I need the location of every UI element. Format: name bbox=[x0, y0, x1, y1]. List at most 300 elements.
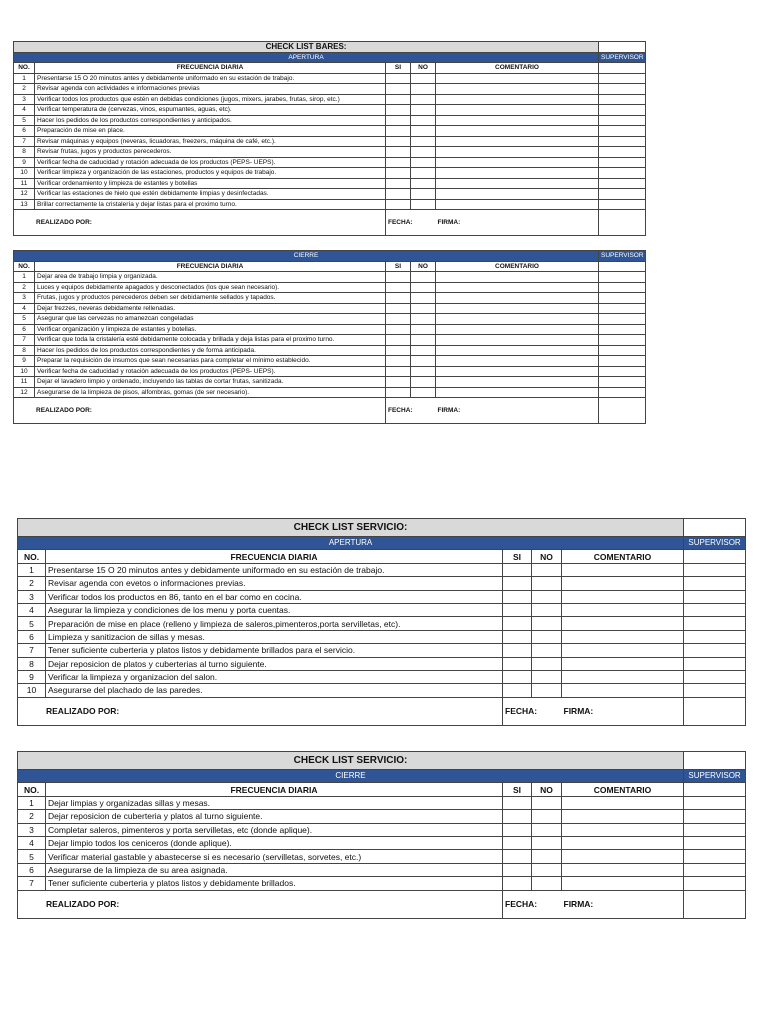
si-cell[interactable] bbox=[386, 136, 411, 147]
row-number: 12 bbox=[14, 189, 35, 200]
comment-cell[interactable] bbox=[436, 84, 599, 95]
checklist-row bbox=[14, 73, 646, 84]
no-cell[interactable] bbox=[532, 670, 562, 683]
comment-cell[interactable] bbox=[436, 157, 599, 168]
si-cell[interactable] bbox=[386, 272, 411, 283]
supervisor-cell[interactable] bbox=[684, 850, 746, 863]
supervisor-cell[interactable] bbox=[599, 356, 646, 367]
si-cell[interactable] bbox=[503, 877, 532, 890]
supervisor-cell[interactable] bbox=[684, 836, 746, 849]
row-number: 8 bbox=[18, 657, 46, 670]
comment-cell[interactable] bbox=[562, 577, 684, 590]
checklist-row bbox=[14, 147, 646, 158]
realizado-por-label: REALIZADO POR: bbox=[14, 398, 386, 424]
row-number: 6 bbox=[18, 630, 46, 643]
checklist-row bbox=[18, 617, 746, 630]
row-number: 7 bbox=[14, 335, 35, 346]
row-task: Verificar fecha de caducidad y rotación adecuada de los productos (PEPS- UEPS). bbox=[35, 366, 386, 377]
supervisor-cell[interactable] bbox=[599, 377, 646, 388]
checklist-row bbox=[18, 796, 746, 809]
si-cell[interactable] bbox=[386, 356, 411, 367]
comment-cell[interactable] bbox=[562, 836, 684, 849]
supervisor-cell[interactable] bbox=[599, 387, 646, 398]
comment-cell[interactable] bbox=[436, 272, 599, 283]
comment-cell[interactable] bbox=[436, 282, 599, 293]
row-number: 5 bbox=[18, 617, 46, 630]
row-number: 8 bbox=[14, 147, 35, 158]
checklist-row bbox=[18, 577, 746, 590]
col-header-no: NO. bbox=[14, 261, 35, 272]
no-cell[interactable] bbox=[532, 590, 562, 603]
row-task: Frutas, jugos y productos perecederos deben ser debidamente sellados y tapados. bbox=[35, 293, 386, 304]
row-task: Verificar organización y limpieza de estantes y botellas. bbox=[35, 324, 386, 335]
row-task: Asegurar la limpieza y condiciones de los menu y porta cuentas. bbox=[46, 603, 503, 616]
col-header-frecuencia: FRECUENCIA DIARIA bbox=[35, 261, 386, 272]
comment-cell[interactable] bbox=[436, 136, 599, 147]
row-number: 10 bbox=[14, 366, 35, 377]
checklist-row bbox=[14, 303, 646, 314]
comment-cell[interactable] bbox=[436, 293, 599, 304]
firma-label: FIRMA: bbox=[562, 697, 684, 725]
no-cell[interactable] bbox=[411, 136, 436, 147]
row-task: Verificar temperatura de (cervezas, vinos, espumantes, aguas, etc). bbox=[35, 105, 386, 116]
row-task: Dejar reposicion de cuberteria y platos al turno siguiente. bbox=[46, 810, 503, 823]
realizado-por-label: REALIZADO POR: bbox=[18, 697, 503, 725]
row-number: 7 bbox=[14, 136, 35, 147]
si-cell[interactable] bbox=[386, 366, 411, 377]
no-cell[interactable] bbox=[411, 73, 436, 84]
si-cell[interactable] bbox=[386, 115, 411, 126]
comment-cell[interactable] bbox=[436, 115, 599, 126]
supervisor-cell[interactable] bbox=[599, 272, 646, 283]
no-cell[interactable] bbox=[532, 877, 562, 890]
row-number: 7 bbox=[18, 644, 46, 657]
supervisor-cell[interactable] bbox=[599, 126, 646, 137]
comment-cell[interactable] bbox=[436, 73, 599, 84]
checklist-row bbox=[14, 199, 646, 210]
no-cell[interactable] bbox=[411, 105, 436, 116]
supervisor-cell[interactable] bbox=[684, 670, 746, 683]
si-cell[interactable] bbox=[386, 126, 411, 137]
supervisor-cell[interactable] bbox=[684, 796, 746, 809]
table-title: CHECK LIST SERVICIO: bbox=[18, 752, 684, 770]
supervisor-cell[interactable] bbox=[599, 178, 646, 189]
si-cell[interactable] bbox=[503, 603, 532, 616]
no-cell[interactable] bbox=[532, 577, 562, 590]
row-number: 4 bbox=[18, 603, 46, 616]
supervisor-cell[interactable] bbox=[684, 644, 746, 657]
supervisor-signature-cell[interactable] bbox=[684, 890, 746, 918]
comment-cell[interactable] bbox=[562, 810, 684, 823]
supervisor-cell[interactable] bbox=[599, 303, 646, 314]
col-header-comentario: COMENTARIO bbox=[562, 550, 684, 563]
no-cell[interactable] bbox=[411, 303, 436, 314]
si-cell[interactable] bbox=[503, 850, 532, 863]
si-cell[interactable] bbox=[386, 282, 411, 293]
si-cell[interactable] bbox=[386, 314, 411, 325]
row-task: Verificar ordenamiento y limpieza de estantes y botellas bbox=[35, 178, 386, 189]
supervisor-signature-cell[interactable] bbox=[599, 398, 646, 424]
no-cell[interactable] bbox=[411, 199, 436, 210]
si-cell[interactable] bbox=[503, 577, 532, 590]
col-header-si: SI bbox=[386, 63, 411, 74]
supervisor-cell[interactable] bbox=[599, 147, 646, 158]
checklist-row bbox=[14, 189, 646, 200]
supervisor-cell[interactable] bbox=[684, 563, 746, 576]
supervisor-header: SUPERVISOR bbox=[599, 251, 646, 262]
no-cell[interactable] bbox=[532, 850, 562, 863]
checklist-row bbox=[18, 590, 746, 603]
col-header-comentario: COMENTARIO bbox=[436, 261, 599, 272]
checklist-row bbox=[14, 126, 646, 137]
supervisor-cell[interactable] bbox=[599, 94, 646, 105]
checklist-row bbox=[18, 644, 746, 657]
comment-cell[interactable] bbox=[562, 630, 684, 643]
no-cell[interactable] bbox=[411, 189, 436, 200]
row-task: Preparación de mise en place (relleno y limpieza de saleros,pimenteros,porta servilletas, etc). bbox=[46, 617, 503, 630]
no-cell[interactable] bbox=[411, 366, 436, 377]
row-task: Dejar area de trabajo limpia y organizada. bbox=[35, 272, 386, 283]
checklist-row bbox=[14, 293, 646, 304]
comment-cell[interactable] bbox=[436, 147, 599, 158]
supervisor-header: SUPERVISOR bbox=[684, 770, 746, 783]
checklist-row bbox=[18, 850, 746, 863]
no-cell[interactable] bbox=[411, 272, 436, 283]
row-number: 10 bbox=[18, 684, 46, 697]
row-task: Hacer los pedidos de los productos correspondientes y de forma anticipada. bbox=[35, 345, 386, 356]
si-cell[interactable] bbox=[503, 590, 532, 603]
comment-cell[interactable] bbox=[562, 796, 684, 809]
si-cell[interactable] bbox=[386, 335, 411, 346]
no-cell[interactable] bbox=[532, 563, 562, 576]
comment-cell[interactable] bbox=[436, 356, 599, 367]
col-header-no: NO. bbox=[18, 550, 46, 563]
checklist-servicio-apertura bbox=[17, 518, 746, 726]
no-cell[interactable] bbox=[532, 836, 562, 849]
si-cell[interactable] bbox=[503, 617, 532, 630]
supervisor-cell[interactable] bbox=[684, 810, 746, 823]
checklist-bares-cierre bbox=[13, 250, 646, 424]
comment-cell[interactable] bbox=[436, 345, 599, 356]
si-cell[interactable] bbox=[386, 387, 411, 398]
row-task: Verificar fecha de caducidad y rotación adecuada de los productos (PEPS- UEPS). bbox=[35, 157, 386, 168]
comment-cell[interactable] bbox=[436, 324, 599, 335]
no-cell[interactable] bbox=[411, 157, 436, 168]
row-number: 1 bbox=[18, 796, 46, 809]
si-cell[interactable] bbox=[386, 303, 411, 314]
comment-cell[interactable] bbox=[436, 366, 599, 377]
supervisor-cell[interactable] bbox=[599, 115, 646, 126]
no-cell[interactable] bbox=[411, 84, 436, 95]
si-cell[interactable] bbox=[386, 377, 411, 388]
comment-cell[interactable] bbox=[436, 168, 599, 179]
col-header-no: NO. bbox=[18, 783, 46, 796]
checklist-row bbox=[14, 314, 646, 325]
checklist-row bbox=[18, 877, 746, 890]
row-task: Revisar máquinas y equipos (neveras, licuadoras, freezers, máquina de café, etc.). bbox=[35, 136, 386, 147]
supervisor-cell[interactable] bbox=[684, 657, 746, 670]
supervisor-cell[interactable] bbox=[599, 314, 646, 325]
no-cell[interactable] bbox=[411, 115, 436, 126]
comment-cell[interactable] bbox=[562, 644, 684, 657]
supervisor-cell[interactable] bbox=[599, 73, 646, 84]
no-cell[interactable] bbox=[411, 147, 436, 158]
no-cell[interactable] bbox=[411, 377, 436, 388]
col-header-no-answer: NO bbox=[532, 783, 562, 796]
checklist-row bbox=[14, 356, 646, 367]
no-cell[interactable] bbox=[532, 823, 562, 836]
supervisor-cell[interactable] bbox=[599, 199, 646, 210]
supervisor-cell[interactable] bbox=[599, 345, 646, 356]
si-cell[interactable] bbox=[386, 147, 411, 158]
comment-cell[interactable] bbox=[436, 189, 599, 200]
supervisor-cell[interactable] bbox=[684, 603, 746, 616]
row-task: Revisar agenda con evetos o informaciones previas. bbox=[46, 577, 503, 590]
row-task: Revisar agenda con actividades e informaciones previas bbox=[35, 84, 386, 95]
checklist-row bbox=[18, 603, 746, 616]
supervisor-cell[interactable] bbox=[599, 293, 646, 304]
no-cell[interactable] bbox=[411, 178, 436, 189]
row-task: Asegurarse de la limpieza de su area asignada. bbox=[46, 863, 503, 876]
col-header-no-answer: NO bbox=[411, 261, 436, 272]
col-header-no-answer: NO bbox=[411, 63, 436, 74]
si-cell[interactable] bbox=[386, 73, 411, 84]
comment-cell[interactable] bbox=[436, 94, 599, 105]
no-cell[interactable] bbox=[532, 863, 562, 876]
row-task: Tener suficiente cuberteria y platos listos y debidamente brillados. bbox=[46, 877, 503, 890]
si-cell[interactable] bbox=[386, 324, 411, 335]
col-header-comentario: COMENTARIO bbox=[562, 783, 684, 796]
row-number: 2 bbox=[14, 282, 35, 293]
no-cell[interactable] bbox=[411, 94, 436, 105]
row-task: Luces y equipos debidamente apagados y desconectados (los que sean necesario). bbox=[35, 282, 386, 293]
comment-cell[interactable] bbox=[562, 563, 684, 576]
supervisor-cell[interactable] bbox=[599, 189, 646, 200]
checklist-row bbox=[14, 377, 646, 388]
row-number: 6 bbox=[14, 324, 35, 335]
section-band: CIERRE bbox=[14, 251, 599, 262]
si-cell[interactable] bbox=[503, 684, 532, 697]
firma-label: FIRMA: bbox=[436, 210, 599, 236]
no-cell[interactable] bbox=[411, 345, 436, 356]
no-cell[interactable] bbox=[411, 335, 436, 346]
si-cell[interactable] bbox=[503, 630, 532, 643]
comment-cell[interactable] bbox=[562, 590, 684, 603]
col-header-si: SI bbox=[503, 550, 532, 563]
row-number: 3 bbox=[14, 94, 35, 105]
comment-cell[interactable] bbox=[436, 105, 599, 116]
si-cell[interactable] bbox=[386, 105, 411, 116]
checklist-row bbox=[14, 168, 646, 179]
row-number: 11 bbox=[14, 377, 35, 388]
supervisor-cell[interactable] bbox=[684, 684, 746, 697]
comment-cell[interactable] bbox=[562, 823, 684, 836]
checklist-servicio-cierre bbox=[17, 751, 746, 919]
supervisor-cell[interactable] bbox=[684, 577, 746, 590]
supervisor-cell[interactable] bbox=[599, 335, 646, 346]
si-cell[interactable] bbox=[503, 657, 532, 670]
supervisor-cell[interactable] bbox=[599, 324, 646, 335]
no-cell[interactable] bbox=[532, 657, 562, 670]
si-cell[interactable] bbox=[503, 670, 532, 683]
row-number: 5 bbox=[14, 314, 35, 325]
row-task: Dejar el lavadero limpio y ordenado, incluyendo las tablas de cortar frutas, sanitizada. bbox=[35, 377, 386, 388]
si-cell[interactable] bbox=[386, 199, 411, 210]
no-cell[interactable] bbox=[411, 314, 436, 325]
realizado-por-label: REALIZADO POR: bbox=[14, 210, 386, 236]
no-cell[interactable] bbox=[532, 644, 562, 657]
section-band: CIERRE bbox=[18, 770, 684, 783]
si-cell[interactable] bbox=[386, 84, 411, 95]
comment-cell[interactable] bbox=[562, 850, 684, 863]
comment-cell[interactable] bbox=[562, 617, 684, 630]
si-cell[interactable] bbox=[386, 94, 411, 105]
supervisor-cell[interactable] bbox=[684, 617, 746, 630]
checklist-row bbox=[14, 366, 646, 377]
checklist-row bbox=[14, 282, 646, 293]
row-number: 7 bbox=[18, 877, 46, 890]
row-task: Dejar limpio todos los ceniceros (donde aplique). bbox=[46, 836, 503, 849]
no-cell[interactable] bbox=[411, 356, 436, 367]
comment-cell[interactable] bbox=[436, 303, 599, 314]
comment-cell[interactable] bbox=[562, 603, 684, 616]
row-task: Verificar limpieza y organización de las estaciones, productos y equipos de trabajo. bbox=[35, 168, 386, 179]
no-cell[interactable] bbox=[532, 617, 562, 630]
supervisor-cell[interactable] bbox=[599, 105, 646, 116]
row-task: Dejar reposicion de platos y cuberterias al turno siguiente. bbox=[46, 657, 503, 670]
supervisor-cell[interactable] bbox=[599, 157, 646, 168]
row-number: 4 bbox=[18, 836, 46, 849]
checklist-row bbox=[18, 563, 746, 576]
row-task: Verificar la limpieza y organizacion del salon. bbox=[46, 670, 503, 683]
supervisor-cell[interactable] bbox=[599, 136, 646, 147]
si-cell[interactable] bbox=[503, 823, 532, 836]
no-cell[interactable] bbox=[411, 293, 436, 304]
checklist-row bbox=[14, 345, 646, 356]
supervisor-cell[interactable] bbox=[684, 823, 746, 836]
col-header-frecuencia: FRECUENCIA DIARIA bbox=[46, 783, 503, 796]
si-cell[interactable] bbox=[503, 810, 532, 823]
row-number: 9 bbox=[14, 157, 35, 168]
no-cell[interactable] bbox=[411, 387, 436, 398]
section-band: APERTURA bbox=[14, 52, 599, 63]
no-cell[interactable] bbox=[532, 810, 562, 823]
supervisor-cell[interactable] bbox=[599, 84, 646, 95]
comment-cell[interactable] bbox=[436, 335, 599, 346]
checklist-row bbox=[14, 335, 646, 346]
col-header-si: SI bbox=[386, 261, 411, 272]
no-cell[interactable] bbox=[411, 282, 436, 293]
checklist-row bbox=[14, 324, 646, 335]
comment-cell[interactable] bbox=[562, 657, 684, 670]
row-number: 5 bbox=[18, 850, 46, 863]
comment-cell[interactable] bbox=[562, 684, 684, 697]
row-task: Verificar todos los productos que estén en debidas condiciones (jugos, mixers, jarabes, frutas, sirop, etc.) bbox=[35, 94, 386, 105]
comment-cell[interactable] bbox=[436, 377, 599, 388]
si-cell[interactable] bbox=[503, 644, 532, 657]
supervisor-cell[interactable] bbox=[684, 863, 746, 876]
row-number: 1 bbox=[14, 73, 35, 84]
col-header-frecuencia: FRECUENCIA DIARIA bbox=[35, 63, 386, 74]
row-task: Asegurarse de la limpieza de pisos, alfombras, gomas (de ser necesario). bbox=[35, 387, 386, 398]
comment-cell[interactable] bbox=[562, 670, 684, 683]
comment-cell[interactable] bbox=[436, 314, 599, 325]
si-cell[interactable] bbox=[386, 345, 411, 356]
checklist-row bbox=[14, 136, 646, 147]
fecha-label: FECHA: bbox=[386, 398, 436, 424]
comment-cell[interactable] bbox=[436, 178, 599, 189]
supervisor-signature-cell[interactable] bbox=[684, 697, 746, 725]
si-cell[interactable] bbox=[503, 863, 532, 876]
si-cell[interactable] bbox=[386, 189, 411, 200]
si-cell[interactable] bbox=[503, 563, 532, 576]
checklist-row bbox=[18, 657, 746, 670]
supervisor-cell[interactable] bbox=[684, 877, 746, 890]
supervisor-cell[interactable] bbox=[684, 630, 746, 643]
supervisor-cell[interactable] bbox=[599, 168, 646, 179]
no-cell[interactable] bbox=[532, 630, 562, 643]
section-band: APERTURA bbox=[18, 537, 684, 550]
comment-cell[interactable] bbox=[562, 877, 684, 890]
si-cell[interactable] bbox=[386, 293, 411, 304]
comment-cell[interactable] bbox=[562, 863, 684, 876]
si-cell[interactable] bbox=[386, 168, 411, 179]
fecha-label: FECHA: bbox=[503, 890, 562, 918]
col-header-si: SI bbox=[503, 783, 532, 796]
supervisor-signature-cell[interactable] bbox=[599, 210, 646, 236]
supervisor-header: SUPERVISOR bbox=[599, 52, 646, 63]
comment-cell[interactable] bbox=[436, 199, 599, 210]
no-cell[interactable] bbox=[411, 168, 436, 179]
checklist-row bbox=[18, 823, 746, 836]
si-cell[interactable] bbox=[386, 157, 411, 168]
checklist-row bbox=[14, 94, 646, 105]
checklist-row bbox=[18, 684, 746, 697]
supervisor-cell[interactable] bbox=[599, 366, 646, 377]
row-number: 6 bbox=[18, 863, 46, 876]
row-number: 2 bbox=[14, 84, 35, 95]
row-task: Verificar que toda la cristalería esté debidamente colocada y brillada y deja listas para el proximo turno. bbox=[35, 335, 386, 346]
checklist-row bbox=[18, 670, 746, 683]
row-number: 9 bbox=[14, 356, 35, 367]
si-cell[interactable] bbox=[386, 178, 411, 189]
row-number: 2 bbox=[18, 810, 46, 823]
no-cell[interactable] bbox=[411, 324, 436, 335]
supervisor-cell[interactable] bbox=[684, 590, 746, 603]
supervisor-header: SUPERVISOR bbox=[684, 537, 746, 550]
row-number: 12 bbox=[14, 387, 35, 398]
firma-label: FIRMA: bbox=[436, 398, 599, 424]
si-cell[interactable] bbox=[503, 836, 532, 849]
comment-cell[interactable] bbox=[436, 126, 599, 137]
checklist-row bbox=[18, 630, 746, 643]
row-number: 1 bbox=[18, 563, 46, 576]
no-cell[interactable] bbox=[532, 603, 562, 616]
firma-label: FIRMA: bbox=[562, 890, 684, 918]
no-cell[interactable] bbox=[532, 796, 562, 809]
comment-cell[interactable] bbox=[436, 387, 599, 398]
row-task: Hacer los pedidos de los productos correspondientes y anticipados. bbox=[35, 115, 386, 126]
checklist-bares-apertura bbox=[13, 41, 646, 236]
checklist-row bbox=[14, 387, 646, 398]
si-cell[interactable] bbox=[503, 796, 532, 809]
supervisor-cell[interactable] bbox=[599, 282, 646, 293]
row-number: 13 bbox=[14, 199, 35, 210]
no-cell[interactable] bbox=[532, 684, 562, 697]
row-number: 5 bbox=[14, 115, 35, 126]
row-number: 10 bbox=[14, 168, 35, 179]
no-cell[interactable] bbox=[411, 126, 436, 137]
